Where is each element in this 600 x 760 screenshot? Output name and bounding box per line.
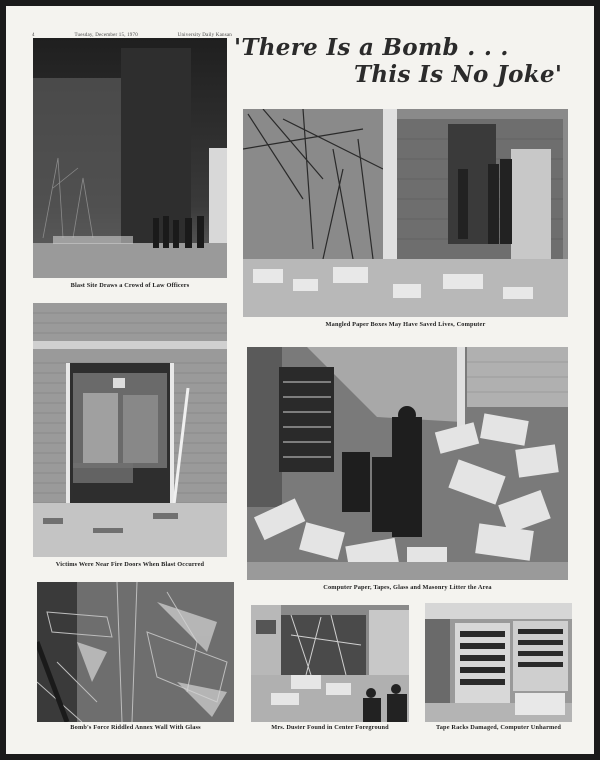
caption-computer-paper: Computer Paper, Tapes, Glass and Masonry Litter the Area <box>323 584 492 591</box>
caption-fire-doors: Victims Were Near Fire Doors When Blast Occurred <box>55 561 205 568</box>
photo-tape-racks <box>425 603 572 722</box>
photo-mrs-duster <box>251 605 409 722</box>
photo-fire-doors <box>33 303 227 557</box>
caption-mangled-boxes: Mangled Paper Boxes May Have Saved Lives, Computer <box>325 321 486 328</box>
photo-annex-wall <box>37 582 234 722</box>
paper-name: University Daily Kansan <box>177 33 232 38</box>
caption-tape-racks: Tape Racks Damaged, Computer Unharmed <box>435 724 562 731</box>
headline-line-2: This Is No Joke' <box>354 61 563 88</box>
caption-blast-site: Blast Site Draws a Crowd of Law Officers <box>70 282 190 289</box>
photo-blast-site <box>33 38 227 278</box>
issue-date: Tuesday, December 15, 1970 <box>74 33 138 38</box>
caption-annex-wall: Bomb's Force Riddled Annex Wall With Glass <box>70 724 201 731</box>
headline-line-1: 'There Is a Bomb . . . <box>234 34 509 61</box>
page-number: 4 <box>32 33 35 38</box>
newspaper-page <box>6 6 594 754</box>
photo-mangled-boxes <box>243 109 568 317</box>
caption-mrs-duster: Mrs. Duster Found in Center Foreground <box>271 724 389 731</box>
photo-computer-paper <box>247 347 568 580</box>
